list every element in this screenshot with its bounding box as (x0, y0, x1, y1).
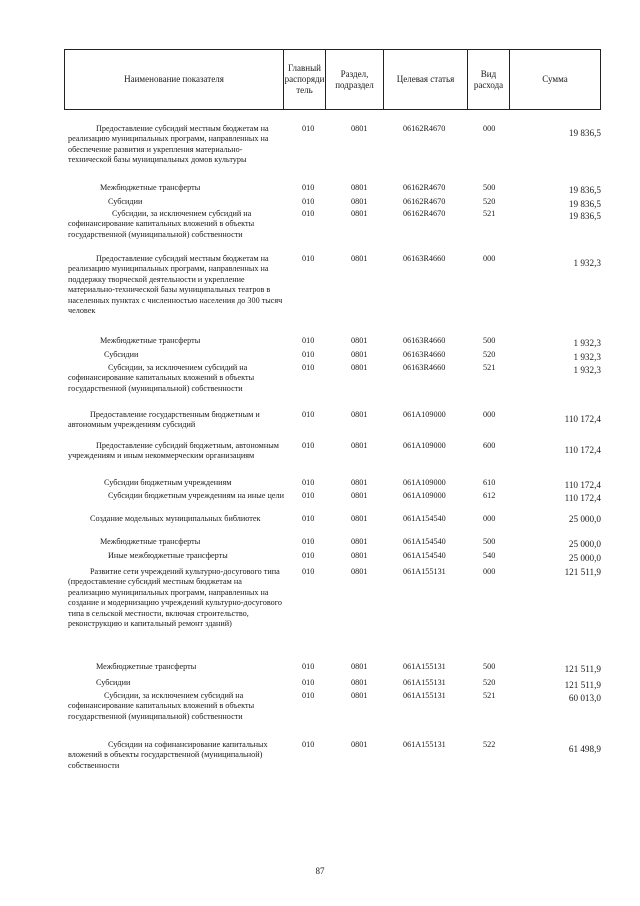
row-summa: 19 836,5 (568, 185, 601, 195)
header-celevaya: Целевая статья (384, 50, 468, 109)
row-name: Субсидии, за исключением субсидий на софинансирование капитальных вложений в объекты государственной (муниципальной) собственности (68, 209, 255, 239)
row-celevaya: 061A154540 (403, 537, 446, 546)
row-summa: 60 013,0 (568, 693, 601, 703)
row-glavny: 010 (302, 209, 315, 218)
row-celevaya: 06163R4660 (403, 254, 446, 263)
row-vid: 521 (483, 691, 496, 700)
row-vid: 500 (483, 336, 496, 345)
row-celevaya: 061A109000 (403, 491, 446, 500)
row-name: Субсидии (96, 678, 131, 687)
row-vid: 000 (483, 124, 496, 133)
row-name: Субсидии бюджетным учреждениям (104, 478, 232, 487)
header-glavny: Главный распоряди тель (284, 50, 326, 109)
row-razdel: 0801 (351, 662, 368, 671)
row-glavny: 010 (302, 197, 315, 206)
row-celevaya: 06162R4670 (403, 197, 446, 206)
row-name: Иные межбюджетные трансферты (108, 551, 228, 560)
row-vid: 500 (483, 183, 496, 192)
row-vid: 000 (483, 410, 496, 419)
row-glavny: 010 (302, 183, 315, 192)
row-vid: 500 (483, 662, 496, 671)
header-summa: Сумма (542, 74, 568, 84)
row-razdel: 0801 (351, 254, 368, 263)
row-glavny: 010 (302, 491, 315, 500)
row-summa: 1 932,3 (573, 258, 601, 268)
row-glavny: 010 (302, 478, 315, 487)
row-razdel: 0801 (351, 410, 368, 419)
row-name: Межбюджетные трансферты (96, 662, 197, 671)
row-vid: 610 (483, 478, 496, 487)
row-name: Предоставление субсидий местным бюджетам на реализацию муниципальных программ, направленных на обеспечение развития и укрепления материально-технической базы муниципальных домов культуры (68, 124, 269, 165)
row-summa: 1 932,3 (573, 352, 601, 362)
row-glavny: 010 (302, 691, 315, 700)
row-glavny: 010 (302, 514, 315, 523)
row-celevaya: 06162R4670 (403, 183, 446, 192)
row-glavny: 010 (302, 740, 315, 749)
header-name: Наименование показателя (65, 50, 284, 109)
row-summa: 19 836,5 (568, 128, 601, 138)
row-name: Субсидии, за исключением субсидий на софинансирование капитальных вложений в объекты государственной (муниципальной) собственности (68, 363, 255, 393)
row-glavny: 010 (302, 551, 315, 560)
row-celevaya: 06162R4670 (403, 209, 446, 218)
row-name: Создание модельных муниципальных библиотек (90, 514, 261, 523)
row-razdel: 0801 (351, 537, 368, 546)
row-celevaya: 061A155131 (403, 740, 446, 749)
row-razdel: 0801 (351, 363, 368, 372)
row-razdel: 0801 (351, 124, 368, 133)
row-summa: 25 000,0 (568, 514, 601, 524)
row-name: Субсидии, за исключением субсидий на софинансирование капитальных вложений в объекты государственной (муниципальной) собственности (68, 691, 255, 721)
header-razdel: Раздел, подраздел (326, 50, 384, 109)
row-glavny: 010 (302, 441, 315, 450)
row-razdel: 0801 (351, 478, 368, 487)
row-glavny: 010 (302, 537, 315, 546)
row-summa: 61 498,9 (568, 744, 601, 754)
row-summa: 110 172,4 (564, 445, 601, 455)
page-number: 87 (315, 866, 325, 876)
row-summa: 121 511,9 (564, 680, 601, 690)
row-razdel: 0801 (351, 209, 368, 218)
row-celevaya: 061A155131 (403, 691, 446, 700)
row-vid: 521 (483, 209, 496, 218)
row-summa: 25 000,0 (568, 553, 601, 563)
row-razdel: 0801 (351, 691, 368, 700)
row-vid: 000 (483, 254, 496, 263)
row-glavny: 010 (302, 363, 315, 372)
row-razdel: 0801 (351, 740, 368, 749)
row-celevaya: 06163R4660 (403, 336, 446, 345)
row-glavny: 010 (302, 567, 315, 576)
row-name: Субсидии на софинансирование капитальных вложений в объекты государственной (муниципальной) собственности (68, 740, 268, 770)
row-summa: 110 172,4 (564, 414, 601, 424)
row-name: Субсидии бюджетным учреждениям на иные цели (108, 491, 284, 500)
row-celevaya: 06163R4660 (403, 350, 446, 359)
row-razdel: 0801 (351, 514, 368, 523)
row-name: Межбюджетные трансферты (100, 183, 201, 192)
row-celevaya: 061A155131 (403, 567, 446, 576)
row-summa: 19 836,5 (568, 199, 601, 209)
row-vid: 500 (483, 537, 496, 546)
row-vid: 000 (483, 514, 496, 523)
row-vid: 612 (483, 491, 496, 500)
row-vid: 520 (483, 197, 496, 206)
row-glavny: 010 (302, 336, 315, 345)
row-summa: 121 511,9 (564, 664, 601, 674)
row-vid: 540 (483, 551, 496, 560)
row-summa: 1 932,3 (573, 338, 601, 348)
row-name: Предоставление субсидий бюджетным, автономным учреждениям и иным некоммерческим организациям (68, 441, 279, 461)
row-name: Субсидии (104, 350, 139, 359)
row-summa: 110 172,4 (564, 493, 601, 503)
row-celevaya: 061A109000 (403, 410, 446, 419)
row-vid: 522 (483, 740, 496, 749)
header-vid: Вид расхода (468, 50, 510, 109)
row-glavny: 010 (302, 678, 315, 687)
row-glavny: 010 (302, 254, 315, 263)
row-razdel: 0801 (351, 491, 368, 500)
row-celevaya: 061A155131 (403, 678, 446, 687)
row-celevaya: 061A155131 (403, 662, 446, 671)
row-razdel: 0801 (351, 336, 368, 345)
row-name: Субсидии (108, 197, 143, 206)
row-razdel: 0801 (351, 567, 368, 576)
row-razdel: 0801 (351, 551, 368, 560)
row-razdel: 0801 (351, 678, 368, 687)
row-summa: 1 932,3 (573, 365, 601, 375)
row-razdel: 0801 (351, 197, 368, 206)
row-celevaya: 06162R4670 (403, 124, 446, 133)
row-name: Развитие сети учреждений культурно-досугового типа (предоставление субсидий местным бюджетам на реализацию муниципальных программ, направленных на создание и модернизацию учреждений культурно-досугового типа в сельской местности, включая строительство, реконструкцию и капитальный ремонт зданий) (68, 567, 283, 629)
row-summa: 25 000,0 (568, 539, 601, 549)
row-celevaya: 06163R4660 (403, 363, 446, 372)
row-glavny: 010 (302, 662, 315, 671)
row-summa: 19 836,5 (568, 211, 601, 221)
row-glavny: 010 (302, 124, 315, 133)
row-celevaya: 061A109000 (403, 441, 446, 450)
row-razdel: 0801 (351, 183, 368, 192)
table-header (64, 49, 601, 110)
row-celevaya: 061A109000 (403, 478, 446, 487)
row-name: Предоставление субсидий местным бюджетам на реализацию муниципальных программ, направленных на поддержку творческой деятельности и укрепление материально-технической базы муниципальных театров в населенных пунктах с численностью населения до 300 тысяч человек (68, 254, 283, 316)
row-glavny: 010 (302, 350, 315, 359)
row-name: Предоставление государственным бюджетным и автономным учреждениям субсидий (68, 410, 260, 430)
row-vid: 000 (483, 567, 496, 576)
row-summa: 110 172,4 (564, 480, 601, 490)
row-name: Межбюджетные трансферты (100, 537, 201, 546)
row-razdel: 0801 (351, 350, 368, 359)
row-name: Межбюджетные трансферты (100, 336, 201, 345)
row-razdel: 0801 (351, 441, 368, 450)
row-summa: 121 511,9 (564, 567, 601, 577)
row-vid: 520 (483, 678, 496, 687)
row-vid: 520 (483, 350, 496, 359)
row-vid: 521 (483, 363, 496, 372)
row-celevaya: 061A154540 (403, 514, 446, 523)
row-glavny: 010 (302, 410, 315, 419)
row-celevaya: 061A154540 (403, 551, 446, 560)
row-vid: 600 (483, 441, 496, 450)
